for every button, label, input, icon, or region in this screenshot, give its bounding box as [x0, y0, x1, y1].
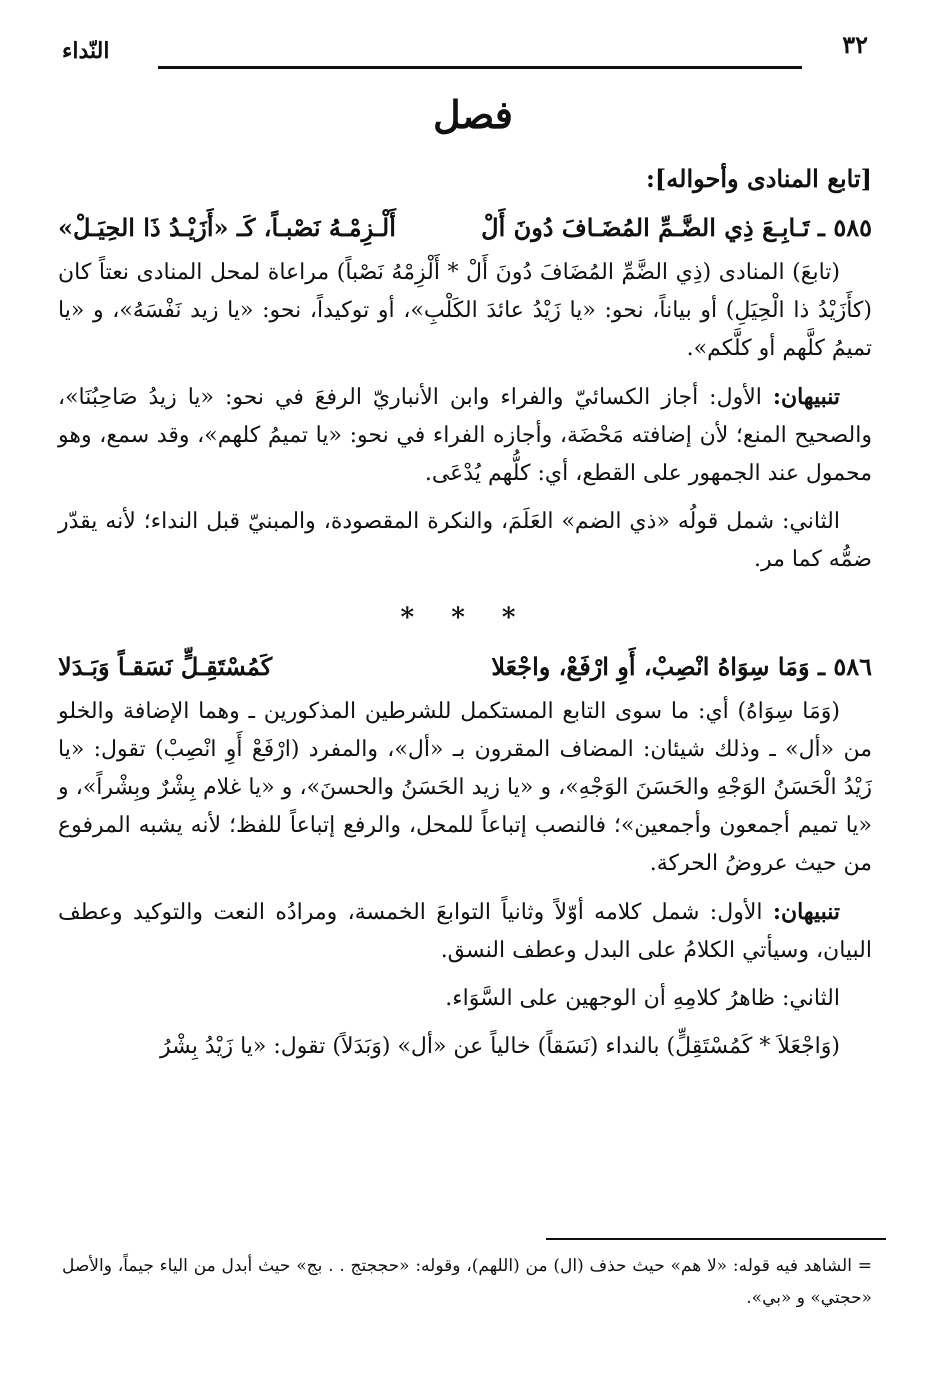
verse-585 [58, 208, 872, 248]
section-separator: * * * [400, 603, 530, 633]
footnote: = الشاهد فيه قوله: «لا هم» حيث حذف (ال) من (اللهم)، وقوله: «حججتج . . بج» حيث أبدل من الياء جيماً، والأصل «حجتي» و «بي». [62, 1256, 872, 1308]
verse-585-hemistich-2: أَلْـزِمْـهُ نَصْبـاً، كَـ «أَزَيْـدُ ذَا الحِيَـلْ» [58, 213, 396, 242]
main-text [58, 160, 872, 1076]
subheading: [تابع المنادى وأحواله]: [646, 164, 872, 193]
running-title: النّداء [62, 38, 110, 64]
verse-586-hemistich-1: ٥٨٦ ـ وَمَا سِوَاهُ انْصِبْ، أَوِ ارْفَعْ، واجْعَلا [491, 652, 872, 681]
verse-586-hemistich-2: كَمُسْتَقِـلٍّ نَسَقـاً وَبَـدَلا [58, 652, 273, 681]
commentary-586-continued: (وَاجْعَلاَ * كَمُسْتَقِلٍّ) بالنداء (نَسَقاً) خالياً عن «أل» (وَبَدَلاً) تقول: «يا زَيْدُ بِشْرُ [159, 1034, 840, 1059]
tanbihan-1-label: تنبيهان: [772, 384, 840, 410]
commentary-585: (تابعَ) المنادى (ذِي الضَّمِّ المُضَافَ دُونَ أَلْ * أَلْزِمْهُ نَصْباً) مراعاة لمحل المنادى نعتاً كان (كأَزَيْدُ ذا الْحِيَلِ) أو بياناً، نحو: «يا زَيْدُ عائدَ الكَلْبِ»، أو توكيداً، نحو: «يا زيد نَفْسَهُ»، و «يا تميمُ كلَّهم أو كلَّكم». [58, 260, 872, 361]
section-title [0, 92, 934, 137]
commentary-586: (وَمَا سِوَاهُ) أي: ما سوى التابع المستكمل للشرطين المذكورين ـ وهما الإضافة والخلو من «أل» ـ وذلك شيئان: المضاف المقرون بـ «أل»، والمفرد (ارْفَعْ أَوِ انْصِبْ) تقول: «يا زَيْدُ الْحَسَنُ الوَجْهِ والحَسَنَ الوَجْهِ»، و «يا زيد الحَسَنُ والحسنَ»، و «يا غلام بِشْرٌ وبِشْراً»، و «يا تميم أجمعون وأجمعين»؛ فالنصب إتباعاً للمحل، والرفع إتباعاً للفظ؛ لأنه يشبه المرفوع من حيث عروضُ الحركة. [58, 699, 872, 876]
page-header [60, 28, 874, 68]
tanbihan-2-label: تنبيهان: [772, 899, 840, 925]
tanbihan-2-first-text: الأول: شمل كلامه أوّلاً وثانياً التوابعَ الخمسة، ومرادُه النعت والتوكيد وعطف البيان، وسيأتي الكلامُ على البدل وعطف النسق. [58, 900, 872, 963]
tanbihan-1-first [58, 378, 872, 493]
tanbihan-2-second: الثاني: ظاهرُ كلامِهِ أن الوجهين على السَّوَاء. [445, 986, 840, 1011]
tanbihan-2-first [58, 893, 872, 970]
header-rule [158, 66, 802, 69]
verse-585-hemistich-1: ٥٨٥ ـ تَـابِـعَ ذِي الضَّـمِّ المُضَـافَ دُونَ أَلْ [481, 213, 872, 242]
tanbihan-1-first-text: الأول: أجاز الكسائيّ والفراء وابن الأنباريّ الرفعَ في نحو: «يا زيدُ صَاحِبُنَا»، والصحيح المنع؛ لأن إضافته مَحْضَة، وأجازه الفراء في نحو: «يا تميمُ كلهم»، وقد سمع، وهو محمول عند الجمهور على القطع، أي: كلُّهم يُدْعَى. [58, 385, 872, 486]
page-number: ٣٢ [842, 30, 868, 59]
tanbihan-1-second: الثاني: شمل قولُه «ذي الضم» العَلَمَ، والنكرة المقصودة، والمبنيّ قبل النداء؛ لأنه يقدّر ضمُّه كما مر. [58, 509, 872, 572]
verse-586 [58, 647, 872, 687]
footnote-rule [546, 1238, 886, 1240]
section-title-text: فصل [433, 92, 513, 137]
